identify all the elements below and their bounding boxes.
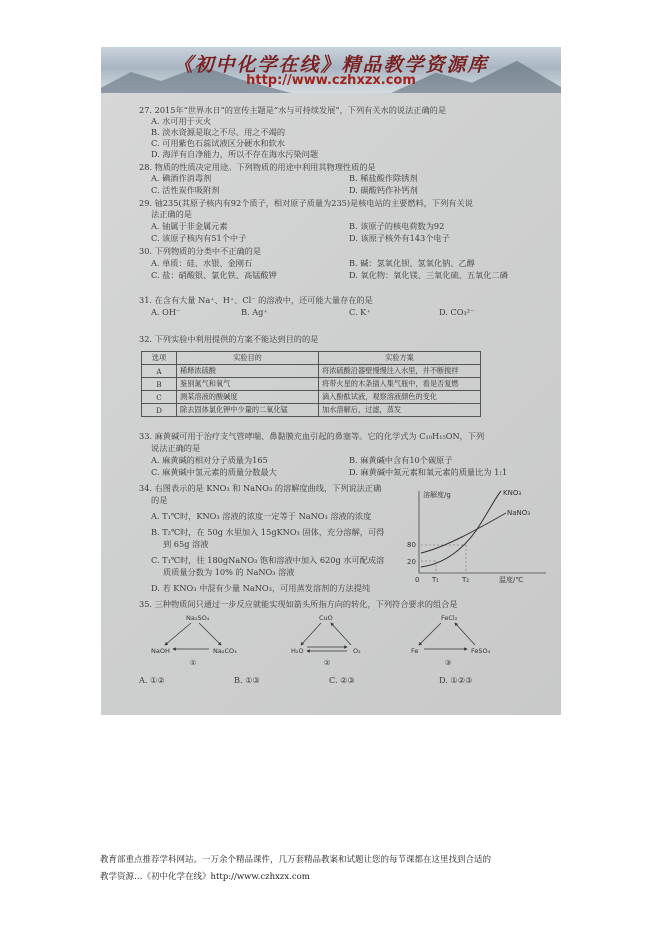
y-axis-label: 溶解度/g xyxy=(423,491,451,499)
q33-option-d: D. 麻黄碱中氮元素和氧元素的质量比为 1:1 xyxy=(349,467,508,477)
q28-option-a: A. 碘酒作消毒剂 xyxy=(151,173,212,183)
table-row xyxy=(142,391,481,404)
q34-stem: 34. 右图表示的是 KNO₃ 和 NaNO₃ 的溶解度曲线，下列说法正确 xyxy=(139,483,382,493)
diagram-node: FeCl₂ xyxy=(441,614,458,622)
footer-line-2 xyxy=(100,869,570,886)
x-tick: T₁ xyxy=(432,576,440,584)
q33-option-a: A. 麻黄碱的相对分子质量为165 xyxy=(151,455,268,465)
q33-stem: 33. 麻黄碱可用于治疗支气管哮喘、鼻黏膜充血引起的鼻塞等。它的化学式为 C₁₀H₁₅ON，下列 xyxy=(139,431,485,441)
q33-option-b: B. 麻黄碱中含有10个碳原子 xyxy=(349,455,453,465)
q35-option-c: C. ②③ xyxy=(329,675,355,685)
q35-stem: 35. 三种物质间只通过一步反应就能实现如箭头所指方向的转化，下列符合要求的组合是 xyxy=(139,599,458,609)
q31-option-c: C. K⁺ xyxy=(349,307,371,317)
diagram-node: Na₂CO₃ xyxy=(213,647,237,655)
q28-stem: 28. 物质的性质决定用途。下列物质的用途中利用其物理性质的是 xyxy=(139,162,376,172)
diagram-node: NaOH xyxy=(151,647,170,655)
footer-text: 教学资源…《初中化学在线》 xyxy=(100,872,211,882)
table-cell: A xyxy=(142,365,177,378)
q35-option-b: B. ①③ xyxy=(234,675,260,685)
q28-option-c: C. 活性炭作吸附剂 xyxy=(151,185,220,195)
table-row xyxy=(142,365,481,378)
q31-stem: 31. 在含有大量 Na⁺、H⁺、Cl⁻ 的溶液中，还可能大量存在的是 xyxy=(139,295,373,305)
footer-line-1: 教育部重点推荐学科网站。一万余个精品课件，几万套精品教案和试题让您的每节课都在这里找到合适的 xyxy=(100,855,492,865)
table-cell: 滴入酚酞试液，观察溶液颜色的变化 xyxy=(319,391,481,404)
banner xyxy=(101,47,561,93)
q33-option-c: C. 麻黄碱中氢元素的质量分数最大 xyxy=(151,467,277,477)
q30-stem: 30. 下列物质的分类中不正确的是 xyxy=(139,246,262,256)
experiment-table xyxy=(141,351,481,417)
q30-option-d: D. 氧化物：氧化镁、三氧化硫、五氧化二磷 xyxy=(349,270,508,280)
q27-option-b: B. 淡水资源是取之不尽、用之不竭的 xyxy=(151,127,286,137)
footer xyxy=(100,852,570,886)
footer-url[interactable]: http://www.czhxzx.com xyxy=(210,872,310,882)
nano3-label: NaNO₃ xyxy=(507,509,531,517)
q30-option-c: C. 盐：硝酸银、氯化铁、高锰酸钾 xyxy=(151,270,277,280)
q29-stem-continued: 法正确的是 xyxy=(151,209,192,219)
banner-title: 《初中化学在线》精品教学资源库 xyxy=(173,54,489,76)
q30-option-a: A. 单质：硅、水银、金刚石 xyxy=(151,258,253,268)
q35-option-a: A. ①② xyxy=(139,675,165,685)
q27-option-a: A. 水可用于灭火 xyxy=(151,116,212,126)
table-cell: C xyxy=(142,391,177,404)
table-header-row xyxy=(142,352,481,365)
q32-stem: 32. 下列实验中利用提供的方案不能达到目的的是 xyxy=(139,334,319,344)
conversion-diagrams xyxy=(141,611,521,671)
q30-option-b: B. 碱：氢氧化钡、氢氧化钠、乙醇 xyxy=(349,258,475,268)
solubility-graph xyxy=(401,485,551,585)
y-tick: 80 xyxy=(407,541,416,549)
q31-option-a: A. OH⁻ xyxy=(151,307,181,317)
q34-option-a: A. T₁℃时，KNO₃ 溶液的浓度一定等于 NaNO₃ 溶液的浓度 xyxy=(151,511,372,521)
kno3-label: KNO₃ xyxy=(503,489,522,497)
x-axis-label: 温度/℃ xyxy=(499,576,524,584)
table-cell: B xyxy=(142,378,177,391)
diagram-1 xyxy=(151,614,237,667)
table-cell: 将带火星的木条插入集气瓶中，看是否复燃 xyxy=(319,378,481,391)
q34-option-c-continued: 质质量分数为 10% 的 NaNO₃ 溶液 xyxy=(163,567,295,577)
q29-stem: 29. 铀235(其原子核内有92个质子，相对原子质量为235)是核电站的主要燃料，下列有关说 xyxy=(139,198,473,208)
q27-option-d: D. 海洋有自净能力，所以不存在海水污染问题 xyxy=(151,149,319,159)
q29-option-a: A. 铀属于非金属元素 xyxy=(151,221,228,231)
q27-option-c: C. 可用紫色石蕊试液区分硬水和软水 xyxy=(151,138,285,148)
x-tick: T₂ xyxy=(462,576,470,584)
q35-option-d: D. ①②③ xyxy=(439,675,473,685)
q28-option-d: D. 碳酸钙作补钙剂 xyxy=(349,185,418,195)
table-row xyxy=(142,404,481,417)
diagram-2 xyxy=(291,614,361,667)
table-cell: 加水溶解后，过滤，蒸发 xyxy=(319,404,481,417)
banner-url[interactable]: http://www.czhxzx.com xyxy=(246,73,416,88)
diagram-number: ① xyxy=(190,659,197,667)
q34-option-d: D. 若 KNO₃ 中混有少量 NaNO₃，可用蒸发溶剂的方法提纯 xyxy=(151,583,371,593)
diagram-number: ③ xyxy=(445,659,452,667)
q33-stem-continued: 说法正确的是 xyxy=(151,443,201,453)
q34-stem-continued: 的是 xyxy=(151,495,168,505)
diagram-node: CuO xyxy=(319,614,333,622)
table-cell: 稀释浓硫酸 xyxy=(177,365,319,378)
diagram-node: H₂O xyxy=(291,647,304,655)
table-header: 选项 xyxy=(142,352,177,365)
table-cell: 鉴别氮气和氧气 xyxy=(177,378,319,391)
y-tick: 20 xyxy=(407,558,416,566)
table-cell: D xyxy=(142,404,177,417)
q34-option-b: B. T₂℃时，在 50g 水里加入 15gKNO₃ 固体，充分溶解，可得 xyxy=(151,527,385,537)
table-cell: 除去固体氯化钾中少量的二氧化锰 xyxy=(177,404,319,417)
q29-option-c: C. 该原子核内有51个中子 xyxy=(151,233,247,243)
nano3-curve xyxy=(421,513,506,553)
table-row xyxy=(142,378,481,391)
diagram-3 xyxy=(411,614,491,667)
table-header: 实验目的 xyxy=(177,352,319,365)
kno3-curve xyxy=(421,491,501,567)
q31-option-b: B. Ag⁺ xyxy=(241,307,268,317)
diagram-node: O₂ xyxy=(353,647,361,655)
q34-option-c: C. T₁℃时，往 180gNaNO₃ 饱和溶液中加入 620g 水可配成溶 xyxy=(151,555,385,565)
table-cell: 测某溶液的酸碱度 xyxy=(177,391,319,404)
table-header: 实验方案 xyxy=(319,352,481,365)
diagram-node: Fe xyxy=(411,647,419,655)
q27-stem: 27. 2015年“世界水日”的宣传主题是“水与可持续发展”，下列有关水的说法正确的是 xyxy=(139,105,447,115)
q29-option-b: B. 该原子的核电荷数为92 xyxy=(349,221,445,231)
diagram-number: ② xyxy=(324,659,331,667)
q34-option-b-continued: 到 65g 溶液 xyxy=(163,539,209,549)
table-cell: 将浓硫酸沿器壁慢慢注入水里，并不断搅拌 xyxy=(319,365,481,378)
diagram-node: FeSO₄ xyxy=(471,647,491,655)
q28-option-b: B. 稀盐酸作除锈剂 xyxy=(349,173,418,183)
exam-paper-photo xyxy=(101,93,561,715)
q29-option-d: D. 该原子核外有143个电子 xyxy=(349,233,450,243)
diagram-node: Na₂SO₄ xyxy=(186,614,210,622)
q31-option-d: D. CO₃²⁻ xyxy=(439,307,475,317)
x-tick: 0 xyxy=(415,576,420,584)
